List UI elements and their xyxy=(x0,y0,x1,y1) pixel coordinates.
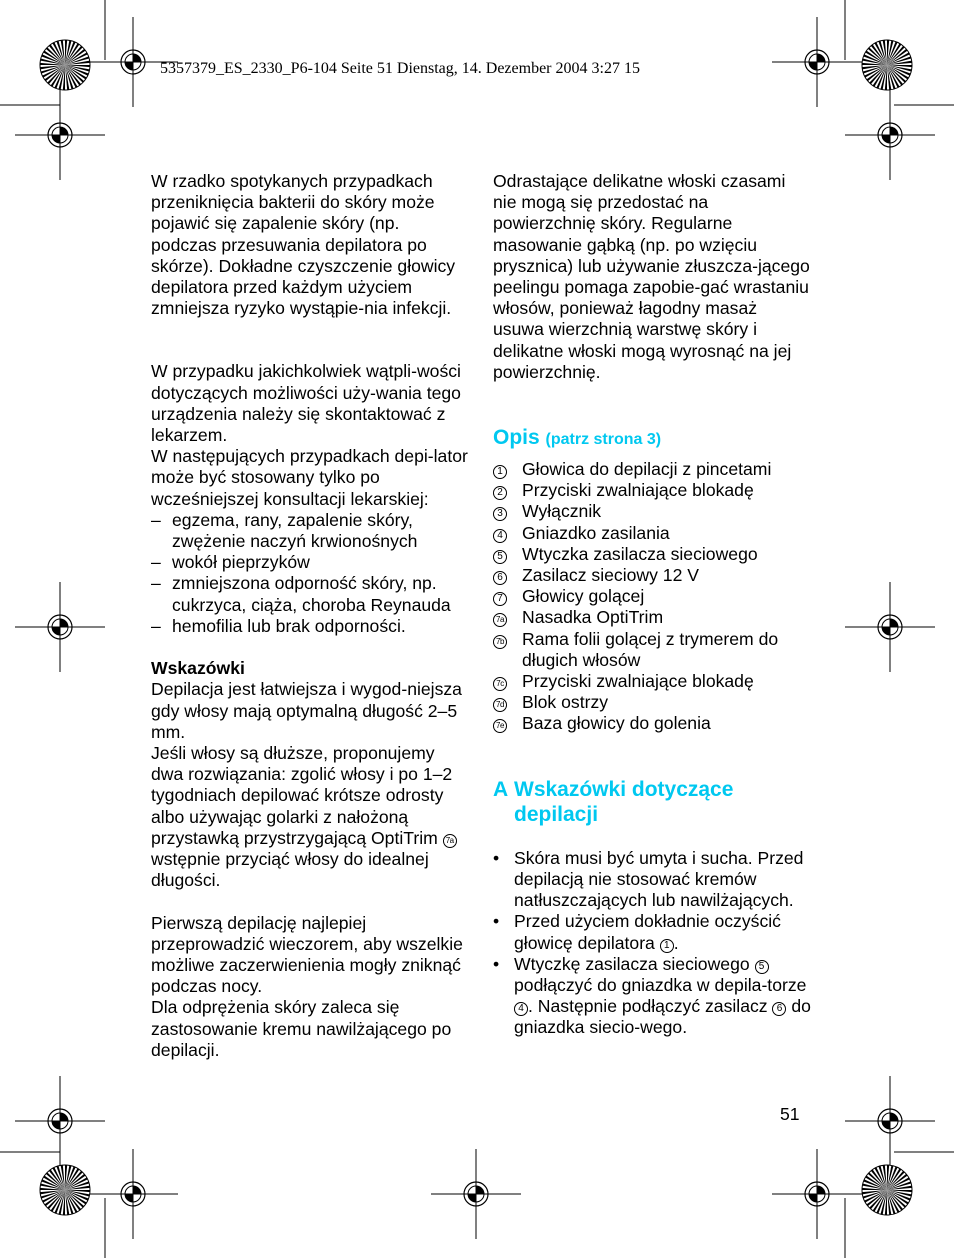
paragraph: W przypadku jakichkolwiek wątpli-wości dotyczących możliwości uży-wania tego urządzenia należy się skontaktować z lekarzem. xyxy=(151,361,461,446)
ref-number-icon: 4 xyxy=(493,529,507,543)
parts-list-item: 7 Głowicy golącej xyxy=(493,586,811,607)
ref-number-icon: 1 xyxy=(660,939,674,953)
paragraph: Dla odprężenia skóry zaleca się zastosowanie kremu nawilżającego po depilacji. xyxy=(151,997,452,1060)
bullet-item: • Skóra musi być umyta i sucha. Przed depilacją nie stosować kremów natłuszczających lub nawilżających. xyxy=(493,847,804,911)
bullet-item: • Przed użyciem dokładnie oczyścić głowicę depilatora 1 . xyxy=(493,911,781,953)
ref-number-icon: 4 xyxy=(514,1002,528,1016)
ref-number-icon: 5 xyxy=(755,960,769,974)
parts-list-item: 7e Baza głowicy do golenia xyxy=(493,713,811,734)
registration-mark-icon xyxy=(772,1149,862,1239)
tips-heading: Wskazówki xyxy=(151,658,245,679)
paragraph: Odrastające delikatne włoski czasami nie mogą się przedostać na powierzchnię skóry. Regularne masowanie gąbką (np. po wzięciu prysznica) lub używanie złuszcza-jącego peelingu pomaga zapobie-gać wrastaniu włosów, ponieważ łagodny masaż usuwa wierzchnią warstwę skóry i delikatne włoski mogą wyrosnąć na jej powierzchnię. xyxy=(493,171,810,382)
dash-item: – wokół pieprzyków xyxy=(151,552,310,573)
ref-number-icon: 1 xyxy=(493,465,507,479)
dash-item: – egzema, rany, zapalenie skóry, zwężenie naczyń krwionośnych xyxy=(151,509,418,552)
paragraph: Jeśli włosy są dłuższe, proponujemy dwa rozwiązania: zgolić włosy i po 1–2 tygodniach depilować krótsze odrosty albo używając golarki z nałożoną przystawką przystrzygającą OptiTrim 7a wstępnie przyciąć włosy do idealnej długości. xyxy=(151,743,469,891)
parts-list-item: 7b Rama folii golącej z trymerem do długich włosów xyxy=(493,629,811,671)
starburst-mark-icon xyxy=(40,1165,90,1215)
paragraph: W następujących przypadkach depi-lator może być stosowany tylko po wcześniejszej konsultacji lekarskiej: xyxy=(151,446,468,509)
registration-mark-icon xyxy=(845,90,935,180)
ref-number-icon: 7a xyxy=(493,613,507,627)
section-heading-opis: Opis (patrz strona 3) xyxy=(493,426,662,450)
parts-list-item: 7a Nasadka OptiTrim xyxy=(493,607,811,628)
paragraph: Depilacja jest łatwiejsza i wygod-niejsza gdy włosy mają optymalną długość 2–5 mm. xyxy=(151,679,462,742)
registration-mark-icon xyxy=(431,1149,521,1239)
dash-item: – hemofilia lub brak odporności. xyxy=(151,615,406,636)
registration-mark-icon xyxy=(845,582,935,672)
ref-number-icon: 6 xyxy=(772,1002,786,1016)
ref-number-icon: 7d xyxy=(493,698,507,712)
ref-number-icon: 7a xyxy=(443,834,457,848)
parts-list-item: 6 Zasilacz sieciowy 12 V xyxy=(493,565,811,586)
parts-list-item: 7c Przyciski zwalniające blokadę xyxy=(493,671,811,692)
page-number: 51 xyxy=(780,1104,800,1124)
ref-number-icon: 7c xyxy=(493,677,507,691)
parts-list-item: 5 Wtyczka zasilacza sieciowego xyxy=(493,544,811,565)
parts-list-item: 7d Blok ostrzy xyxy=(493,692,811,713)
registration-mark-icon xyxy=(772,17,862,107)
print-slug: 5357379_ES_2330_P6-104 Seite 51 Dienstag, 14. Dezember 2004 3:27 15 xyxy=(160,60,640,77)
parts-list-item: 2 Przyciski zwalniające blokadę xyxy=(493,480,811,501)
ref-number-icon: 7 xyxy=(493,592,507,606)
dash-item: – zmniejszona odporność skóry, np. cukrzyca, ciąża, choroba Reynauda xyxy=(151,573,451,615)
ref-number-icon: 5 xyxy=(493,550,507,564)
right-column xyxy=(493,171,811,1039)
parts-list xyxy=(493,459,811,735)
ref-number-icon: 3 xyxy=(493,507,507,521)
section-heading-a: A Wskazówki dotyczące depilacji xyxy=(493,777,734,826)
ref-number-icon: 6 xyxy=(493,571,507,585)
bullet-item: • Wtyczkę zasilacza sieciowego 5 podłączyć do gniazdka w depila-torze 4 . Następnie podłączyć zasilacz 6 do gniazdka siecio-wego. xyxy=(493,953,811,1038)
starburst-mark-icon xyxy=(862,1165,912,1215)
ref-number-icon: 7e xyxy=(493,719,507,733)
ref-number-icon: 2 xyxy=(493,486,507,500)
starburst-mark-icon xyxy=(862,40,912,90)
paragraph: W rzadko spotykanych przypadkach przeniknięcia bakterii do skóry może pojawić się zapalenie skóry (np. podczas przesuwania depilatora po skórze). Dokładne czyszczenie głowicy depilatora przed każdym użyciem zmniejsza ryzyko wystąpie-nia infekcji. xyxy=(151,171,456,319)
parts-list-item: 3 Wyłącznik xyxy=(493,501,811,522)
parts-list-item: 4 Gniazdko zasilania xyxy=(493,523,811,544)
registration-mark-icon xyxy=(15,582,105,672)
starburst-mark-icon xyxy=(40,40,90,90)
registration-mark-icon xyxy=(15,90,105,180)
registration-mark-icon xyxy=(88,1149,178,1239)
ref-number-icon: 7b xyxy=(493,635,507,649)
paragraph: Pierwszą depilację najlepiej przeprowadzić wieczorem, aby wszelkie możliwe zaczerwienienia mogły zniknąć podczas nocy. xyxy=(151,912,463,997)
parts-list-item: 1 Głowica do depilacji z pincetami xyxy=(493,459,811,480)
left-column xyxy=(151,171,469,1061)
